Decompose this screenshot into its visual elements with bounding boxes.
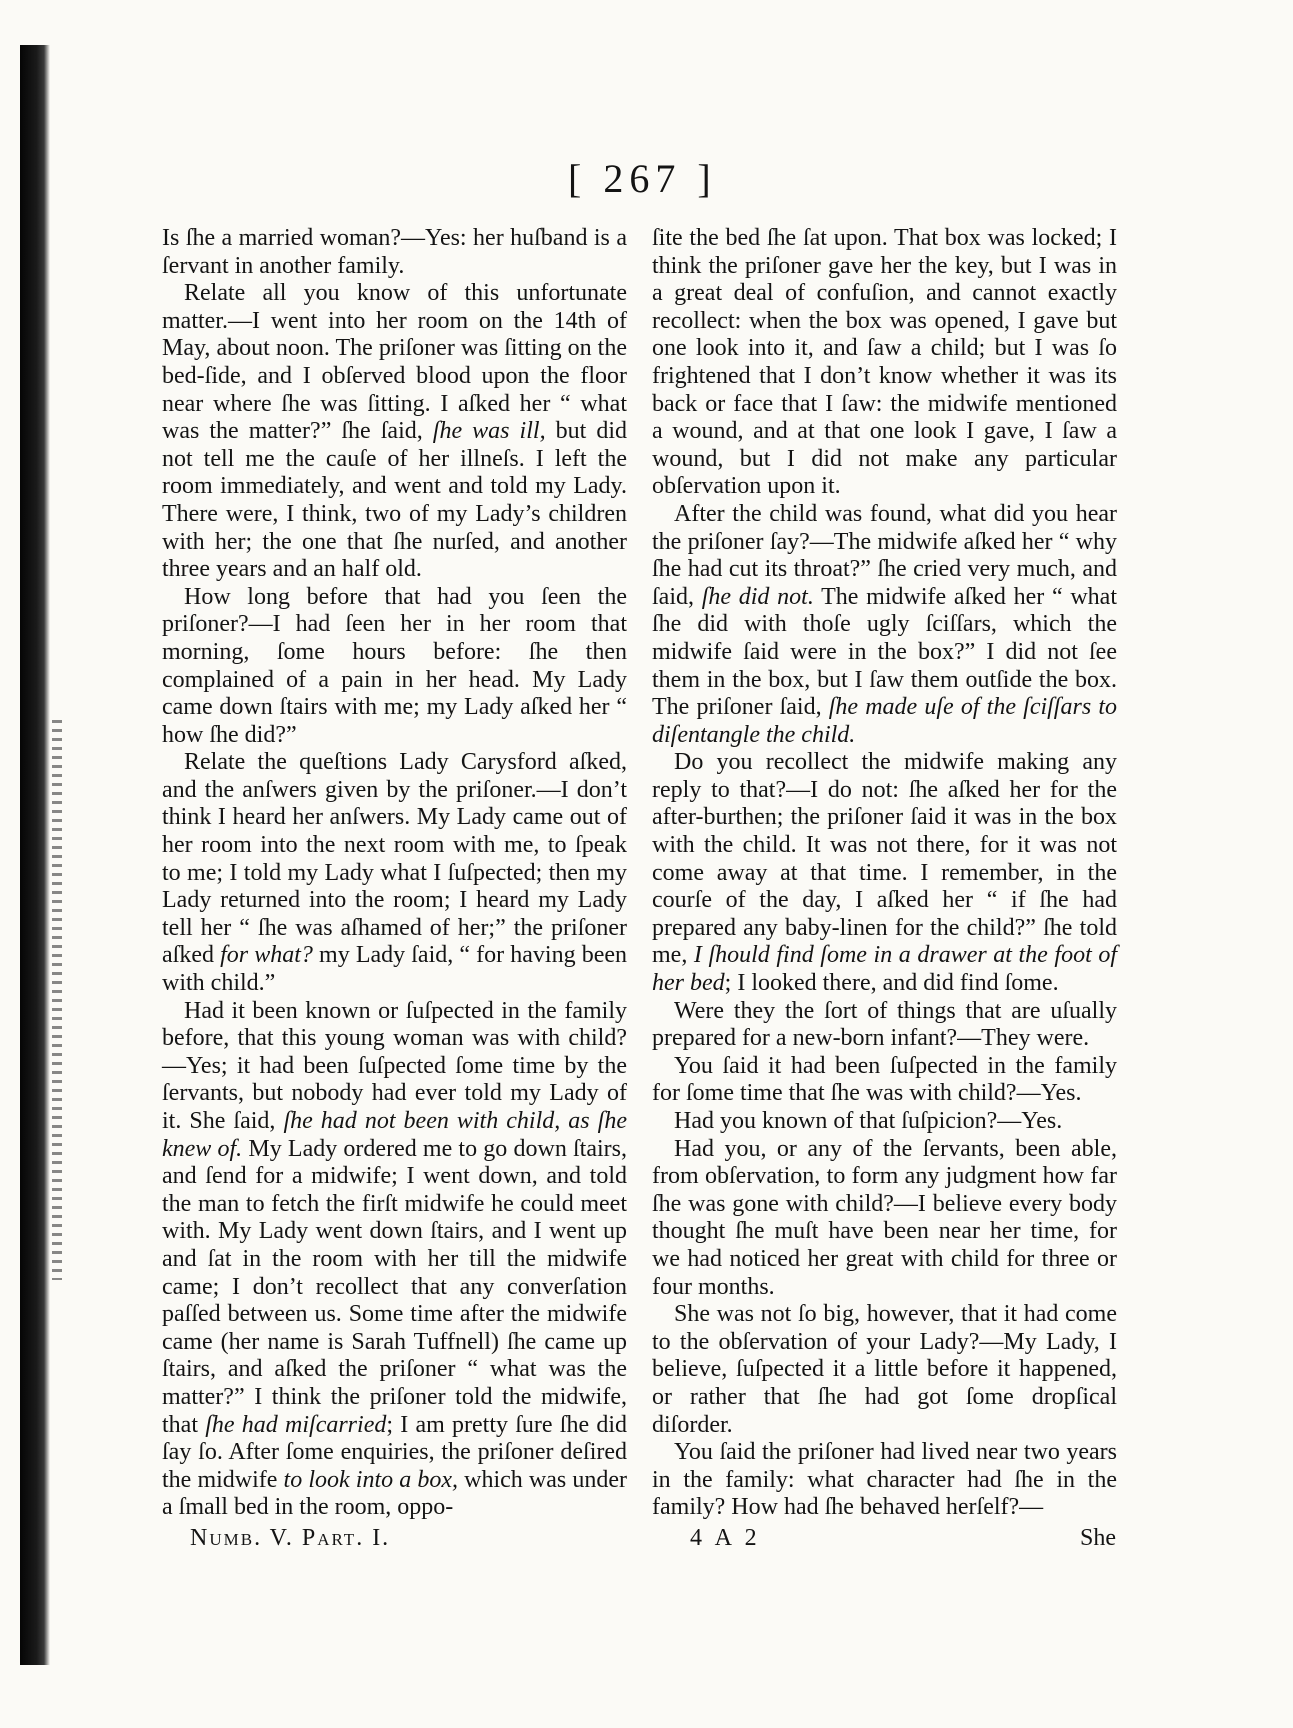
text-run: ſite the bed ſhe ſat upon. That box was locked; I think the priſoner gave her the key, but I was in a great deal of confuſion, and cannot exactly recollect: when the box was opened, I gave but one look into it, and ſaw a child; but I was ſo frightened that I don’t know whether it was its back or face that I ſaw: the midwife mentioned a wound, and at that one look I gave, I ſaw a wound, but I did not make any particular obſervation upon it.	[652, 225, 1117, 500]
text-run: Is ſhe a married woman?—Yes: her huſband is a ſervant in another family.	[162, 225, 627, 279]
text-run: Relate the queſtions Lady Carysford aſked, and the anſwers given by the priſoner.—I don’t think I heard her anſwers. My Lady came out of her room into the next room with me, to ſpeak to me; I told my Lady what I ſuſpected; then my Lady returned into the room; I heard my Lady tell her “ ſhe was aſhamed of her;” the priſoner aſked	[162, 749, 627, 969]
paragraph	[652, 1301, 1117, 1439]
italic-text: ſhe made uſe of the ſciſſars to diſentangle the child.	[652, 694, 1117, 748]
paragraph	[652, 501, 1117, 749]
text-run: Were they the ſort of things that are uſually prepared for a new-born infant?—They were.	[652, 997, 1117, 1052]
italic-text: I ſhould find ſome in a drawer at the foot of her bed	[652, 942, 1117, 997]
text-run: Relate all you know of this unfortunate matter.—I went into her room on the 14th of May, about noon. The priſoner was ſitting on the bed-ſide, and I obſerved blood upon the floor near where ſhe was ſitting. I aſked her “ what was the matter?” ſhe ſaid,	[162, 280, 627, 445]
text-run: She was not ſo big, however, that it had come to the obſervation of your Lady?—My Lady, I believe, ſuſpected it a little before it happened, or rather that ſhe had got ſome dropſical diſorder.	[652, 1301, 1117, 1438]
text-run: After the child was found, what did you hear the priſoner ſay?—The midwife aſked her “ why ſhe had cut its throat?” ſhe cried very much, and ſaid,	[652, 500, 1117, 610]
paragraph	[162, 998, 627, 1522]
text-run: ; I looked there, and did find ſome.	[724, 970, 1059, 997]
page-number: [ 267 ]	[568, 156, 717, 201]
paragraph	[652, 225, 1117, 501]
text-run: Had it been known or ſuſpected in the family before, that this young woman was with child?—Yes; it had been ſuſpected ſome time by the ſervants, but nobody had ever told my Lady of it. She ſaid,	[162, 997, 627, 1134]
italic-text: to look into a box,	[283, 1466, 459, 1493]
left-column	[162, 225, 627, 1522]
text-run: The midwife aſked her “ what ſhe did with thoſe ugly ſciſſars, which the midwife ſaid were in the box?” I did not ſee them in the box, but I ſaw them outſide the box. The priſoner ſaid,	[652, 583, 1118, 721]
text-run: You ſaid it had been ſuſpected in the family for ſome time that ſhe was with child?—Yes.	[652, 1052, 1117, 1107]
text-run: My Lady ordered me to go down ſtairs, and ſend for a midwife; I went down, and told the man to fetch the firſt midwife he could meet with. My Lady went down ſtairs, and I went up and ſat in the room with her till the midwife came; I don’t recollect that any converſation paſſed between us. Some time after the midwife came (her name is Sarah Tuffnell) ſhe came up ſtairs, and aſked the priſoner “ what was the matter?” I think the priſoner told the midwife, that	[162, 1135, 628, 1438]
signature-mark: 4 A 2	[690, 1525, 761, 1551]
book-spine-shadow	[20, 45, 50, 1665]
gutter-marks	[52, 720, 62, 1280]
italic-text: ſhe had miſcarried	[205, 1411, 387, 1438]
paragraph	[652, 1108, 1117, 1136]
text-run: Had you known of that ſuſpicion?—Yes.	[674, 1108, 1063, 1134]
footer-number: Numb. V. Part. I.	[190, 1525, 391, 1551]
italic-text: for what?	[220, 942, 313, 969]
italic-text: ſhe had not been with child, as ſhe knew of.	[162, 1108, 627, 1162]
paragraph	[652, 1053, 1117, 1108]
paragraph	[652, 1136, 1117, 1302]
paragraph	[162, 584, 627, 750]
paragraph	[652, 1439, 1117, 1522]
text-run: my Lady ſaid, “ for having been with child.”	[162, 942, 628, 997]
catchword: She	[1080, 1525, 1116, 1551]
paragraph	[652, 749, 1117, 997]
text-run: How long before that had you ſeen the priſoner?—I had ſeen her in her room that morning, ſome hours before: ſhe then complained of a pain in her head. My Lady came down ſtairs with me; my Lady aſked her “ how ſhe did?”	[162, 583, 627, 748]
italic-text: ſhe did not.	[701, 583, 814, 610]
paragraph	[652, 998, 1117, 1053]
text-run: but did not tell me the cauſe of her illneſs. I left the room immediately, and went and told my Lady. There were, I think, two of my Lady’s children with her; the one that ſhe nurſed, and another three years and an half old.	[162, 418, 627, 583]
text-run: ; I am pretty ſure ſhe did ſay ſo. After ſome enquiries, the priſoner deſired the midwife	[162, 1411, 628, 1493]
text-run: Do you recollect the midwife making any reply to that?—I do not: ſhe aſked her for the after-burthen; the priſoner ſaid it was in the box with the child. It was not there, for it was not come away at that time. I remember, in the courſe of the day, I aſked her “ if ſhe had prepared any baby-linen for the child?” ſhe told me,	[652, 749, 1117, 969]
text-run: which was under a ſmall bed in the room, oppo-	[162, 1466, 627, 1521]
right-column	[652, 225, 1117, 1522]
text-run: You ſaid the priſoner had lived near two years in the family: what character had ſhe in the family? How had ſhe behaved herſelf?—	[652, 1439, 1117, 1521]
paragraph	[162, 280, 627, 584]
paragraph	[162, 225, 627, 280]
paragraph	[162, 749, 627, 997]
text-run: Had you, or any of the ſervants, been able, from obſervation, to form any judgment how far ſhe was gone with child?—I believe every body thought ſhe muſt have been near her time, for we had noticed her great with child for three or four months.	[652, 1135, 1117, 1300]
italic-text: ſhe was ill,	[432, 418, 546, 445]
